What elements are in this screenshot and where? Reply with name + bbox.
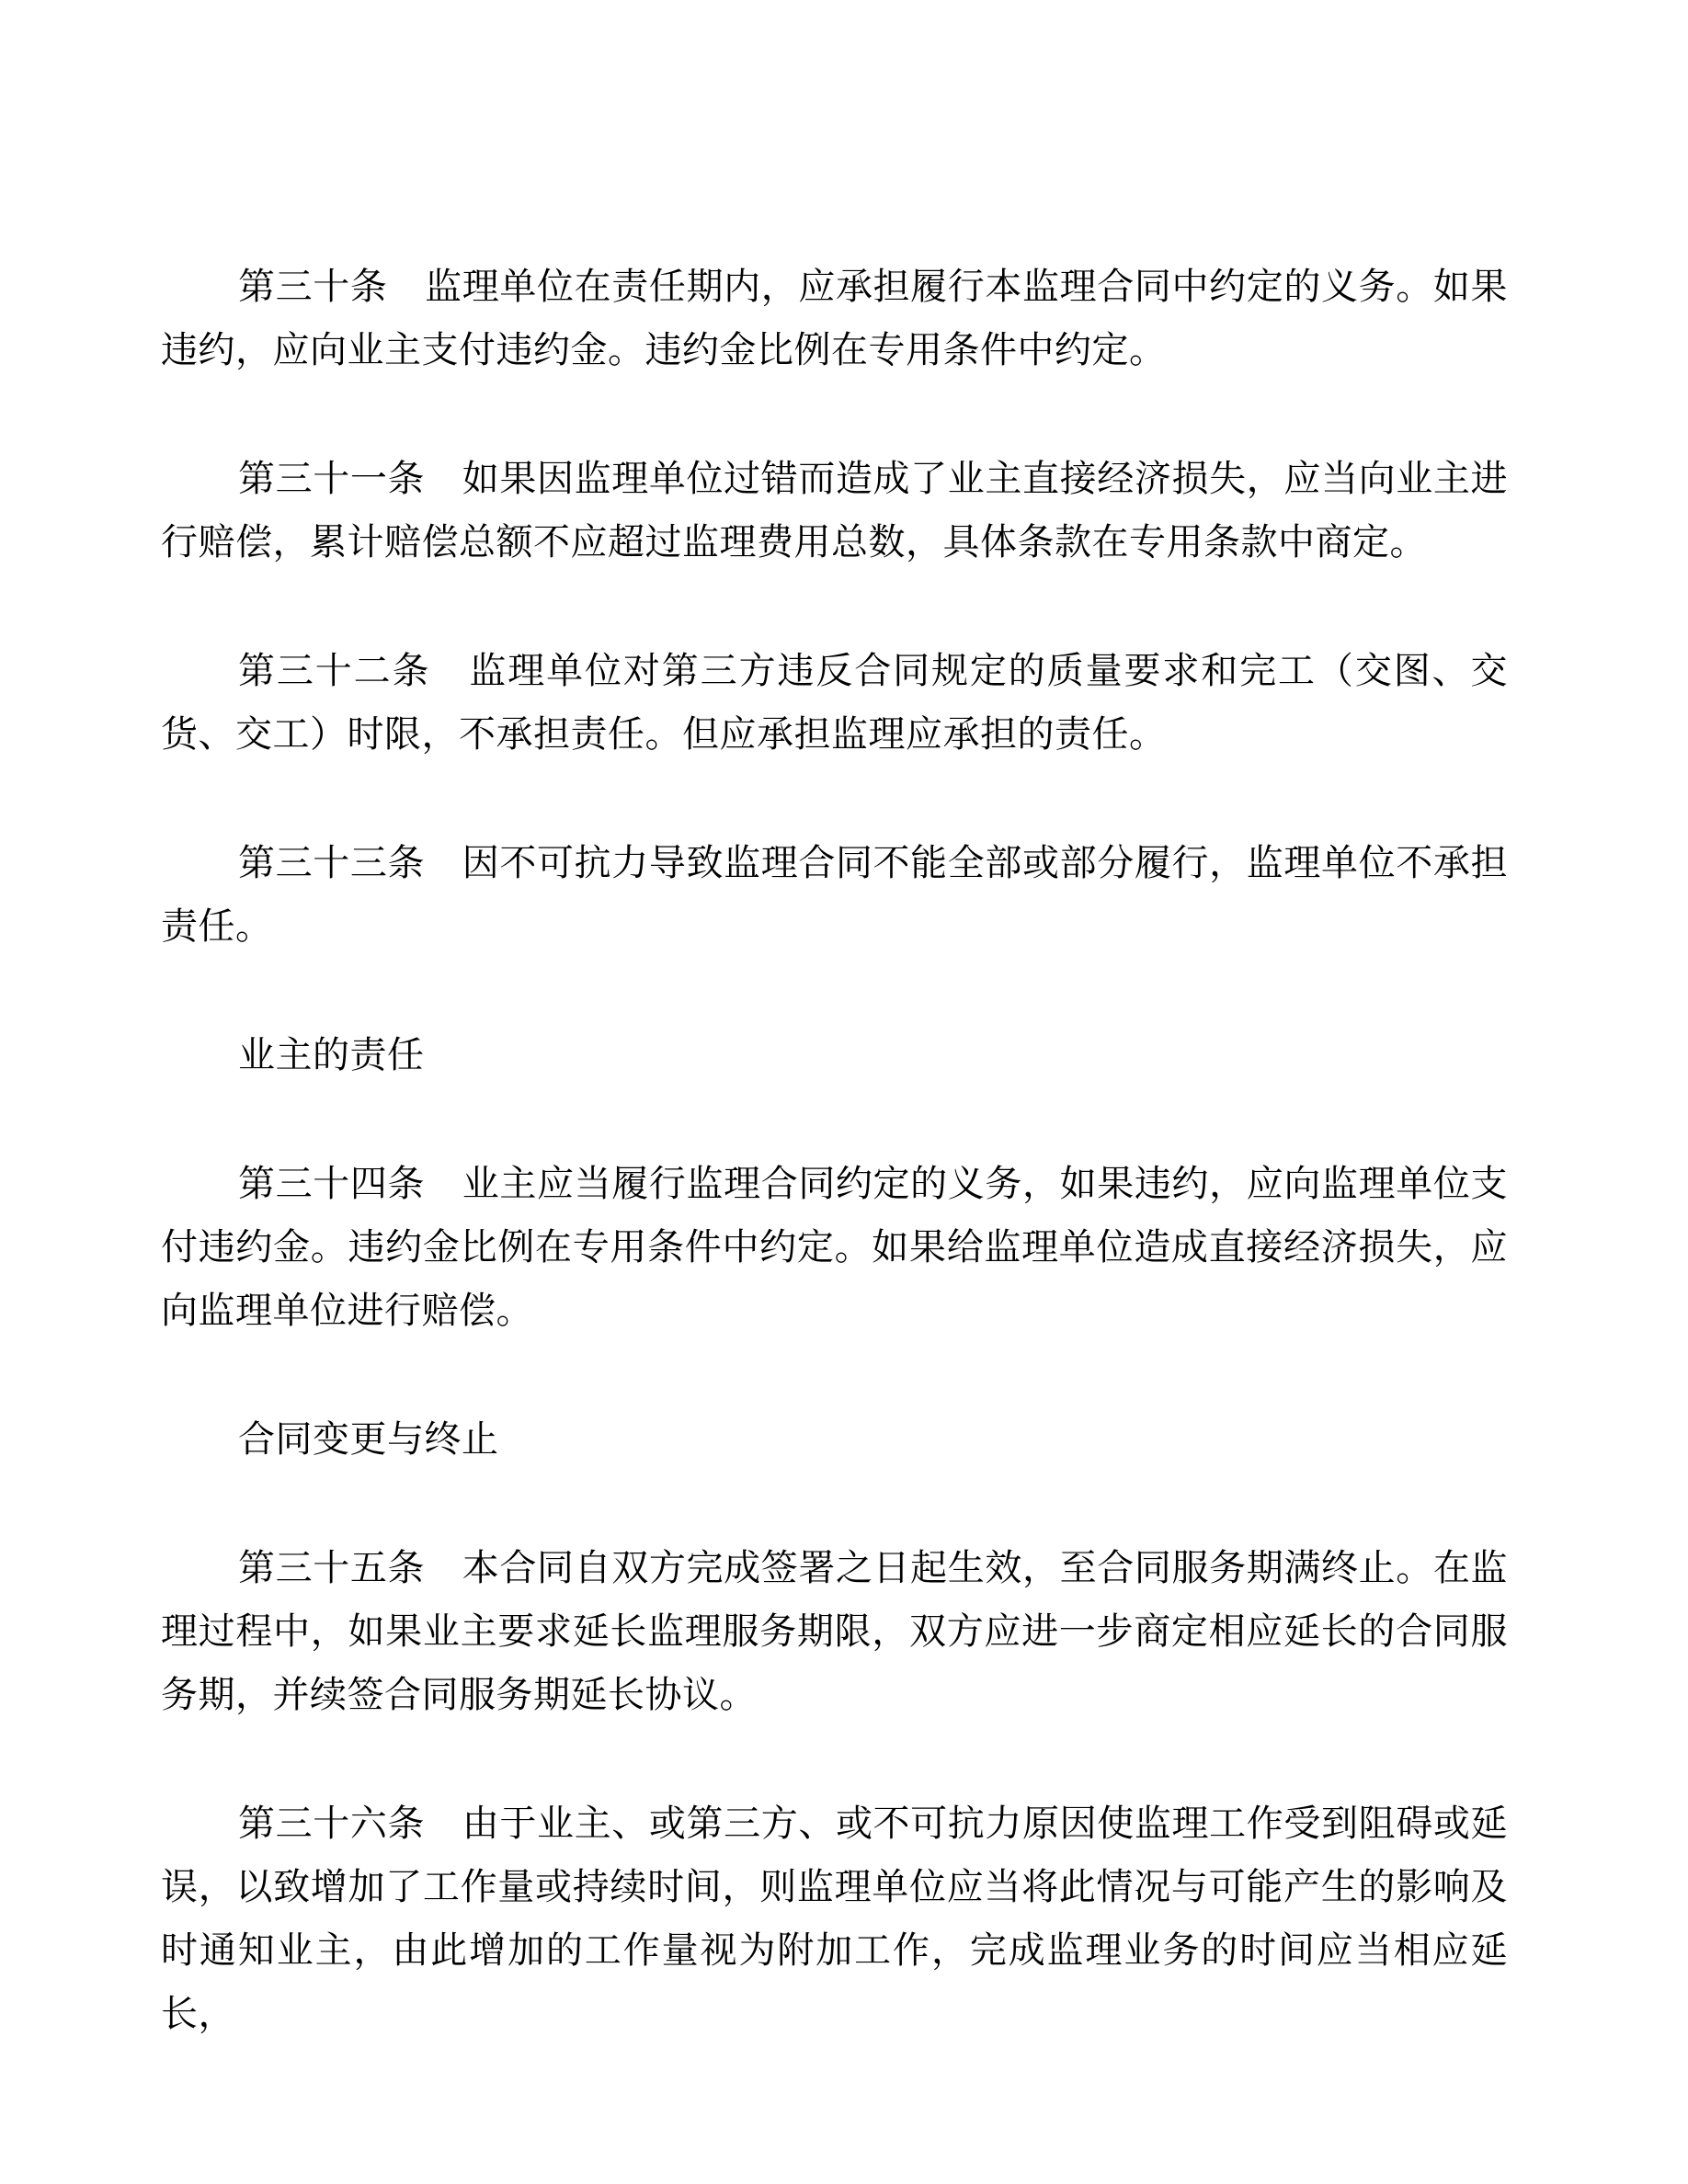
clause-32-paragraph: 第三十二条 监理单位对第三方违反合同规定的质量要求和完工（交图、交货、交工）时限，不承担责任。但应承担监理应承担的责任。 [161, 650, 1508, 755]
clause-30-paragraph: 第三十条 监理单位在责任期内，应承担履行本监理合同中约定的义务。如果违约，应向业主支付违约金。违约金比例在专用条件中约定。 [161, 266, 1508, 370]
clause-34-paragraph: 第三十四条 业主应当履行监理合同约定的义务，如果违约，应向监理单位支付违约金。违约金比例在专用条件中约定。如果给监理单位造成直接经济损失，应向监理单位进行赔偿。 [161, 1163, 1508, 1331]
clause-33-paragraph: 第三十三条 因不可抗力导致监理合同不能全部或部分履行，监理单位不承担责任。 [161, 842, 1508, 947]
section-heading-owner-responsibility: 业主的责任 [238, 1034, 425, 1075]
clause-36-paragraph: 第三十六条 由于业主、或第三方、或不可抗力原因使监理工作受到阻碍或延误，以致增加了工作量或持续时间，则监理单位应当将此情况与可能产生的影响及时通知业主，由此增加的工作量视为附加工作，完成监理业务的时间应当相应延长， [161, 1803, 1508, 2034]
document-content [161, 255, 1508, 2045]
section-heading-contract-change-termination: 合同变更与终止 [238, 1418, 499, 1460]
clause-31-paragraph: 第三十一条 如果因监理单位过错而造成了业主直接经济损失，应当向业主进行赔偿，累计赔偿总额不应超过监理费用总数，具体条款在专用条款中商定。 [161, 458, 1508, 563]
clause-35-paragraph: 第三十五条 本合同自双方完成签署之日起生效，至合同服务期满终止。在监理过程中，如果业主要求延长监理服务期限，双方应进一步商定相应延长的合同服务期，并续签合同服务期延长协议。 [161, 1547, 1508, 1715]
